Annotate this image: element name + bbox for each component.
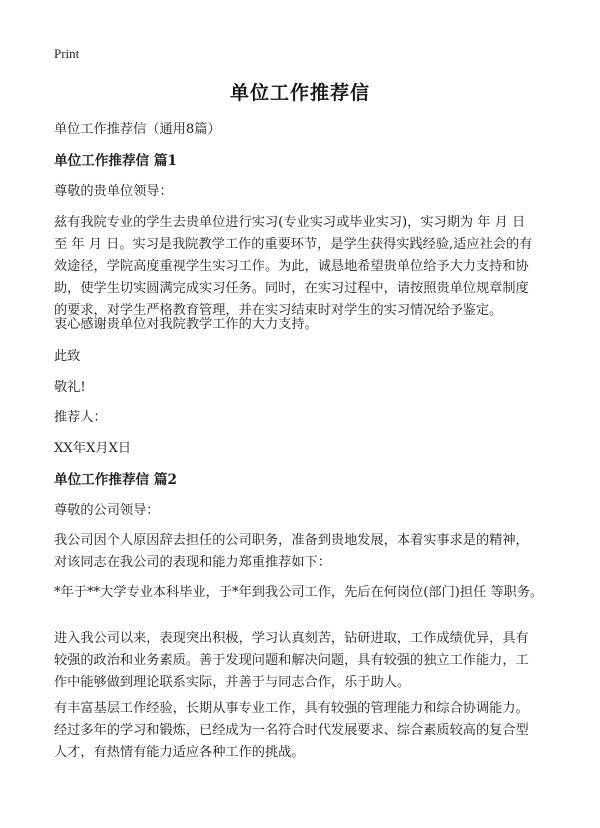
- text-line: 的要求，对学生严格教育管理，并在实习结束时对学生的实习情况给予鉴定。: [54, 303, 503, 318]
- section-heading-2: 单位工作推荐信 篇2: [54, 472, 177, 488]
- recommender-label: 推荐人：: [54, 410, 107, 425]
- text-line: 人才，有热情有能力适应各种工作的挑战。: [54, 745, 305, 760]
- text-line: 我公司因个人原因辞去担任的公司职务，准备到贵地发展，本着实事求是的精神，: [54, 533, 529, 548]
- page-title: 单位工作推荐信: [229, 82, 370, 104]
- text-line: 较强的政治和业务素质。善于发现问题和解决问题，具有较强的独立工作能力，工: [54, 653, 529, 668]
- salutation-1: 尊敬的贵单位领导：: [54, 184, 173, 199]
- paragraph-2-3: [54, 628, 554, 694]
- closing-line-2: 敬礼!: [54, 380, 86, 395]
- paragraph-2-1: [54, 530, 554, 574]
- text-line: 助，使学生切实圆满完成实习任务。同时，在实习过程中，请按照贵单位规章制度: [54, 281, 529, 296]
- subtitle: 单位工作推荐信（通用8篇）: [54, 122, 221, 137]
- text-line: 兹有我院专业的学生去贵单位进行实习(专业实习或毕业实习)，实习期为 年 月 日: [54, 215, 526, 230]
- date-line: XX年X月X日: [54, 441, 132, 456]
- paragraph-1-1: [54, 212, 554, 322]
- text-line: 对该同志在我公司的表现和能力郑重推荐如下：: [54, 555, 331, 570]
- closing-line-1: 此致: [54, 349, 81, 364]
- paragraph-2-4: [54, 698, 554, 764]
- paragraph-1-2: 衷心感谢贵单位对我院教学工作的大力支持。: [54, 317, 318, 332]
- text-line: 至 年 月 日。实习是我院教学工作的重要环节，是学生获得实践经验,适应社会的有: [54, 237, 533, 252]
- section-heading-1: 单位工作推荐信 篇1: [54, 153, 177, 169]
- text-line: 经过多年的学习和锻炼，已经成为一名符合时代发展要求、综合素质较高的复合型: [54, 723, 529, 738]
- text-line: 作中能够做到理论联系实际，并善于与同志合作，乐于助人。: [54, 675, 411, 690]
- text-line: 效途径，学院高度重视学生实习工作。为此，诚恳地希望贵单位给予大力支持和协: [54, 259, 529, 274]
- paragraph-2-2: *年于**大学专业本科毕业，于*年到我公司工作，先后在何岗位(部门)担任 等职务。: [54, 585, 544, 600]
- text-line: 有丰富基层工作经验，长期从事专业工作，具有较强的管理能力和综合协调能力。: [54, 701, 529, 716]
- salutation-2: 尊敬的公司领导：: [54, 503, 160, 518]
- text-line: 进入我公司以来，表现突出积极，学习认真刻苦，钻研进取，工作成绩优异，具有: [54, 631, 529, 646]
- print-link[interactable]: Print: [54, 46, 80, 61]
